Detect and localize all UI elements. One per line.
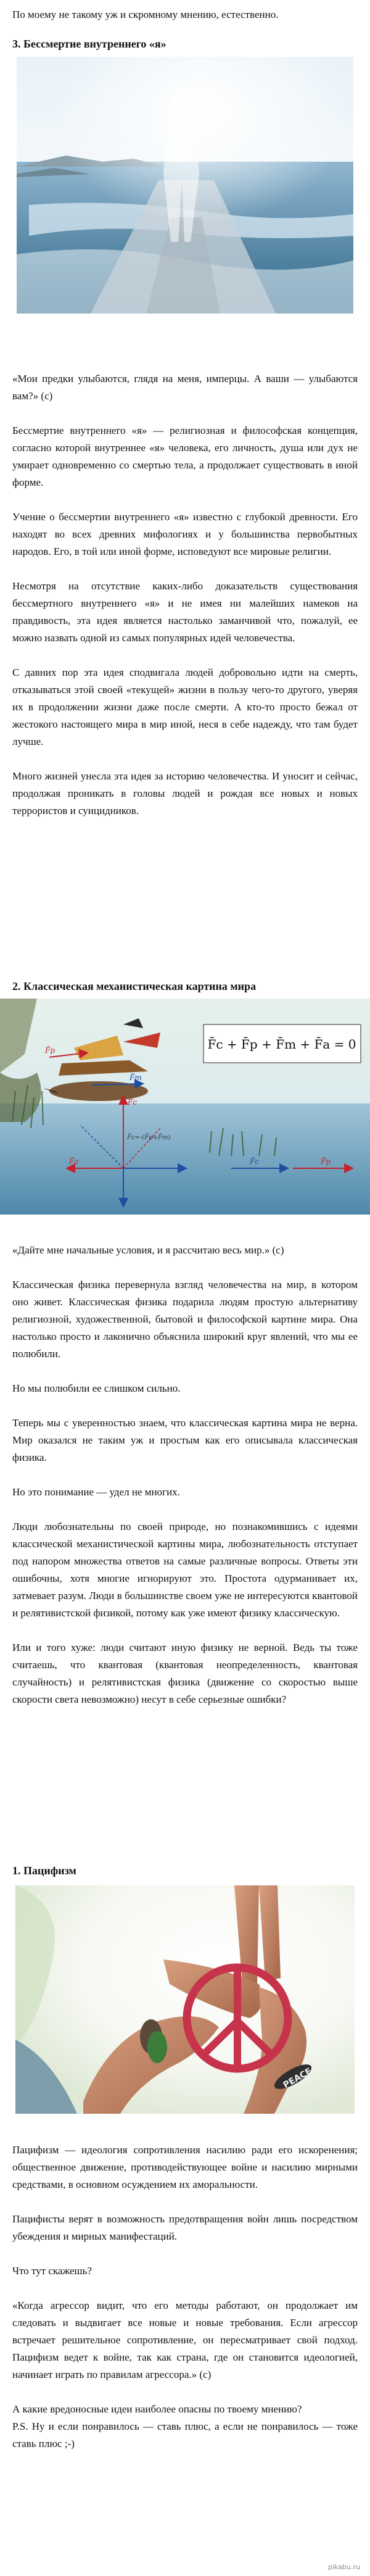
paragraph: Или и того хуже: люди считают иную физику не верной. Ведь ты тоже считаешь, что квантовая (квантовая неопределенность, квантовая случайность) и релятивистская физика (движение со скоростью выше скорости света невозможно) несут в себе серьезные ошибки? xyxy=(12,1642,358,1705)
paragraph: Бессмертие внутреннего «я» — религиозная и философская концепция, согласно которой внутреннее «я» человека, его личность, душа или дух не умирает одновременно со смертью тела, а продолжает существовать в иной форме. xyxy=(12,425,358,488)
paragraph: Люди любознательны по своей природе, но познакомившись с идеями классической механистической картины мира, любознательность отступает под напором множества ответов на самые различные вопросы. Ответы эти ошибочны, хотя многие игнорируют это. Простота одурманивает их, затмевает разум. Люди в большинстве своем уже не интересуются квантовой и релятивистской физикой, потому как уже имеют физику классическую. xyxy=(12,1521,358,1619)
paragraph: Пацифизм — идеология сопротивления насилию ради его искоренения; общественное движение, противодействующее войне и насилию мирными средствами, в основном осуждением их аморальности. xyxy=(12,2144,358,2190)
physics-illustration xyxy=(0,999,370,1215)
paragraph: Но мы полюбили ее слишком сильно. xyxy=(12,1382,181,1394)
section-title: 2. Классическая механистическая картина мира xyxy=(12,980,257,992)
sea-ghost-illustration xyxy=(17,57,353,314)
section-title: 3. Бессмертие внутреннего «я» xyxy=(12,38,166,50)
postscript: P.S. Ну и если понравилось — ставь плюс, а если не понравилось — тоже ставь плюс ;-) xyxy=(12,2420,358,2449)
vector-label: F̄a xyxy=(69,1157,79,1166)
paragraph: С давних пор эта идея сподвигала людей добровольно идти на смерть, отказываться этой своей «текущей» жизни в пользу чего-то другого, уверяя их в продолжении жизни даже после смерти. А кто-то просто бежал от жестокого настоящего мира в мир иной, неся в себе надежду, что там будет лучше. xyxy=(12,667,358,747)
quote-text: «Мои предки улыбаются, глядя на меня, имперцы. А ваши — улыбаются вам?» (с) xyxy=(12,373,358,402)
section-2-heading-block xyxy=(12,978,358,994)
bracelet-text: PEACE xyxy=(281,2066,314,2091)
sea-ghost-image xyxy=(17,57,353,314)
section-1-body xyxy=(12,2142,358,2453)
section-3-body xyxy=(12,370,358,820)
force-formula: F̄c + F̄p + F̄m + F̄a = 0 xyxy=(207,1037,356,1052)
vector-label: F̄c xyxy=(128,1098,138,1107)
paragraph: Пацифисты верят в возможность предотвращения войн лишь посредством убеждения и мирных манифестаций. xyxy=(12,2213,358,2242)
vector-label: F̄c=-(F̄p+F̄m) xyxy=(127,1134,171,1141)
quote-text: «Дайте мне начальные условия, и я рассчитаю весь мир.» (с) xyxy=(12,1244,284,1256)
intro-text: По моему не такому уж и скромному мнению, естественно. xyxy=(12,9,279,20)
paragraph: Классическая физика перевернула взгляд человечества на мир, в котором оно живет. Классическая физика подарила людям простую альтернативу религиозной, художественной, бытовой и философской картине мира. Она настолько просто и лаконично объяснила широкий круг явлений, что мы ее полюбили. xyxy=(12,1279,358,1360)
section-3-heading-block xyxy=(12,36,358,52)
vector-label: F̄m xyxy=(130,1073,142,1082)
physics-image xyxy=(0,999,370,1215)
peace-hands-image xyxy=(15,1885,355,2114)
vector-label: F̄p xyxy=(321,1157,331,1166)
vector-label: F̄p xyxy=(45,1046,56,1055)
section-title: 1. Пацифизм xyxy=(12,1864,76,1877)
peace-hands-illustration xyxy=(15,1885,355,2114)
paragraph: А какие вредоносные идеи наиболее опасны по твоему мнению? xyxy=(12,2403,302,2415)
paragraph: Учение о бессмертии внутреннего «я» известно с глубокой древности. Его находят во всех древних мифологиях и у большинства первобытных народов. Его, в той или иной форме, исповедуют все мировые религии. xyxy=(12,511,358,557)
intro-block xyxy=(12,6,358,23)
paragraph: Теперь мы с уверенностью знаем, что классическая картина мира не верна. Мир оказался не таким уж и простым как его описывала классическая физика. xyxy=(12,1417,358,1463)
quote-text: «Когда агрессор видит, что его методы работают, он продолжает им следовать и выдвигает все новые и новые требования. Если агрессор встречает решительное сопротивление, он пересматривает свой подход. Пацифизм ведет к войне, так как страна, где он становится идеологией, начинает играть по правилам агрессора.» (с) xyxy=(12,2300,358,2380)
watermark: pikabu.ru xyxy=(328,2563,360,2571)
paragraph: Много жизней унесла эта идея за историю человечества. И уносит и сейчас, продолжая проникать в головы людей и рождая все новых и новых террористов и суицидников. xyxy=(12,770,358,816)
section-1-heading-block xyxy=(12,1863,358,1879)
paragraph: Несмотря на отсутствие каких-либо доказательств существования бессмертного внутреннего «я» и не имея ни малейших намеков на правдивость, эта идея является настолько заманчивой что, пожалуй, ее можно назвать одной из самых популярных идей человечества. xyxy=(12,580,358,644)
section-2-body xyxy=(12,1242,358,1708)
paragraph: Но это понимание — удел не многих. xyxy=(12,1486,180,1498)
paragraph: Что тут скажешь? xyxy=(12,2265,92,2277)
vector-label: F̄c xyxy=(250,1157,260,1166)
